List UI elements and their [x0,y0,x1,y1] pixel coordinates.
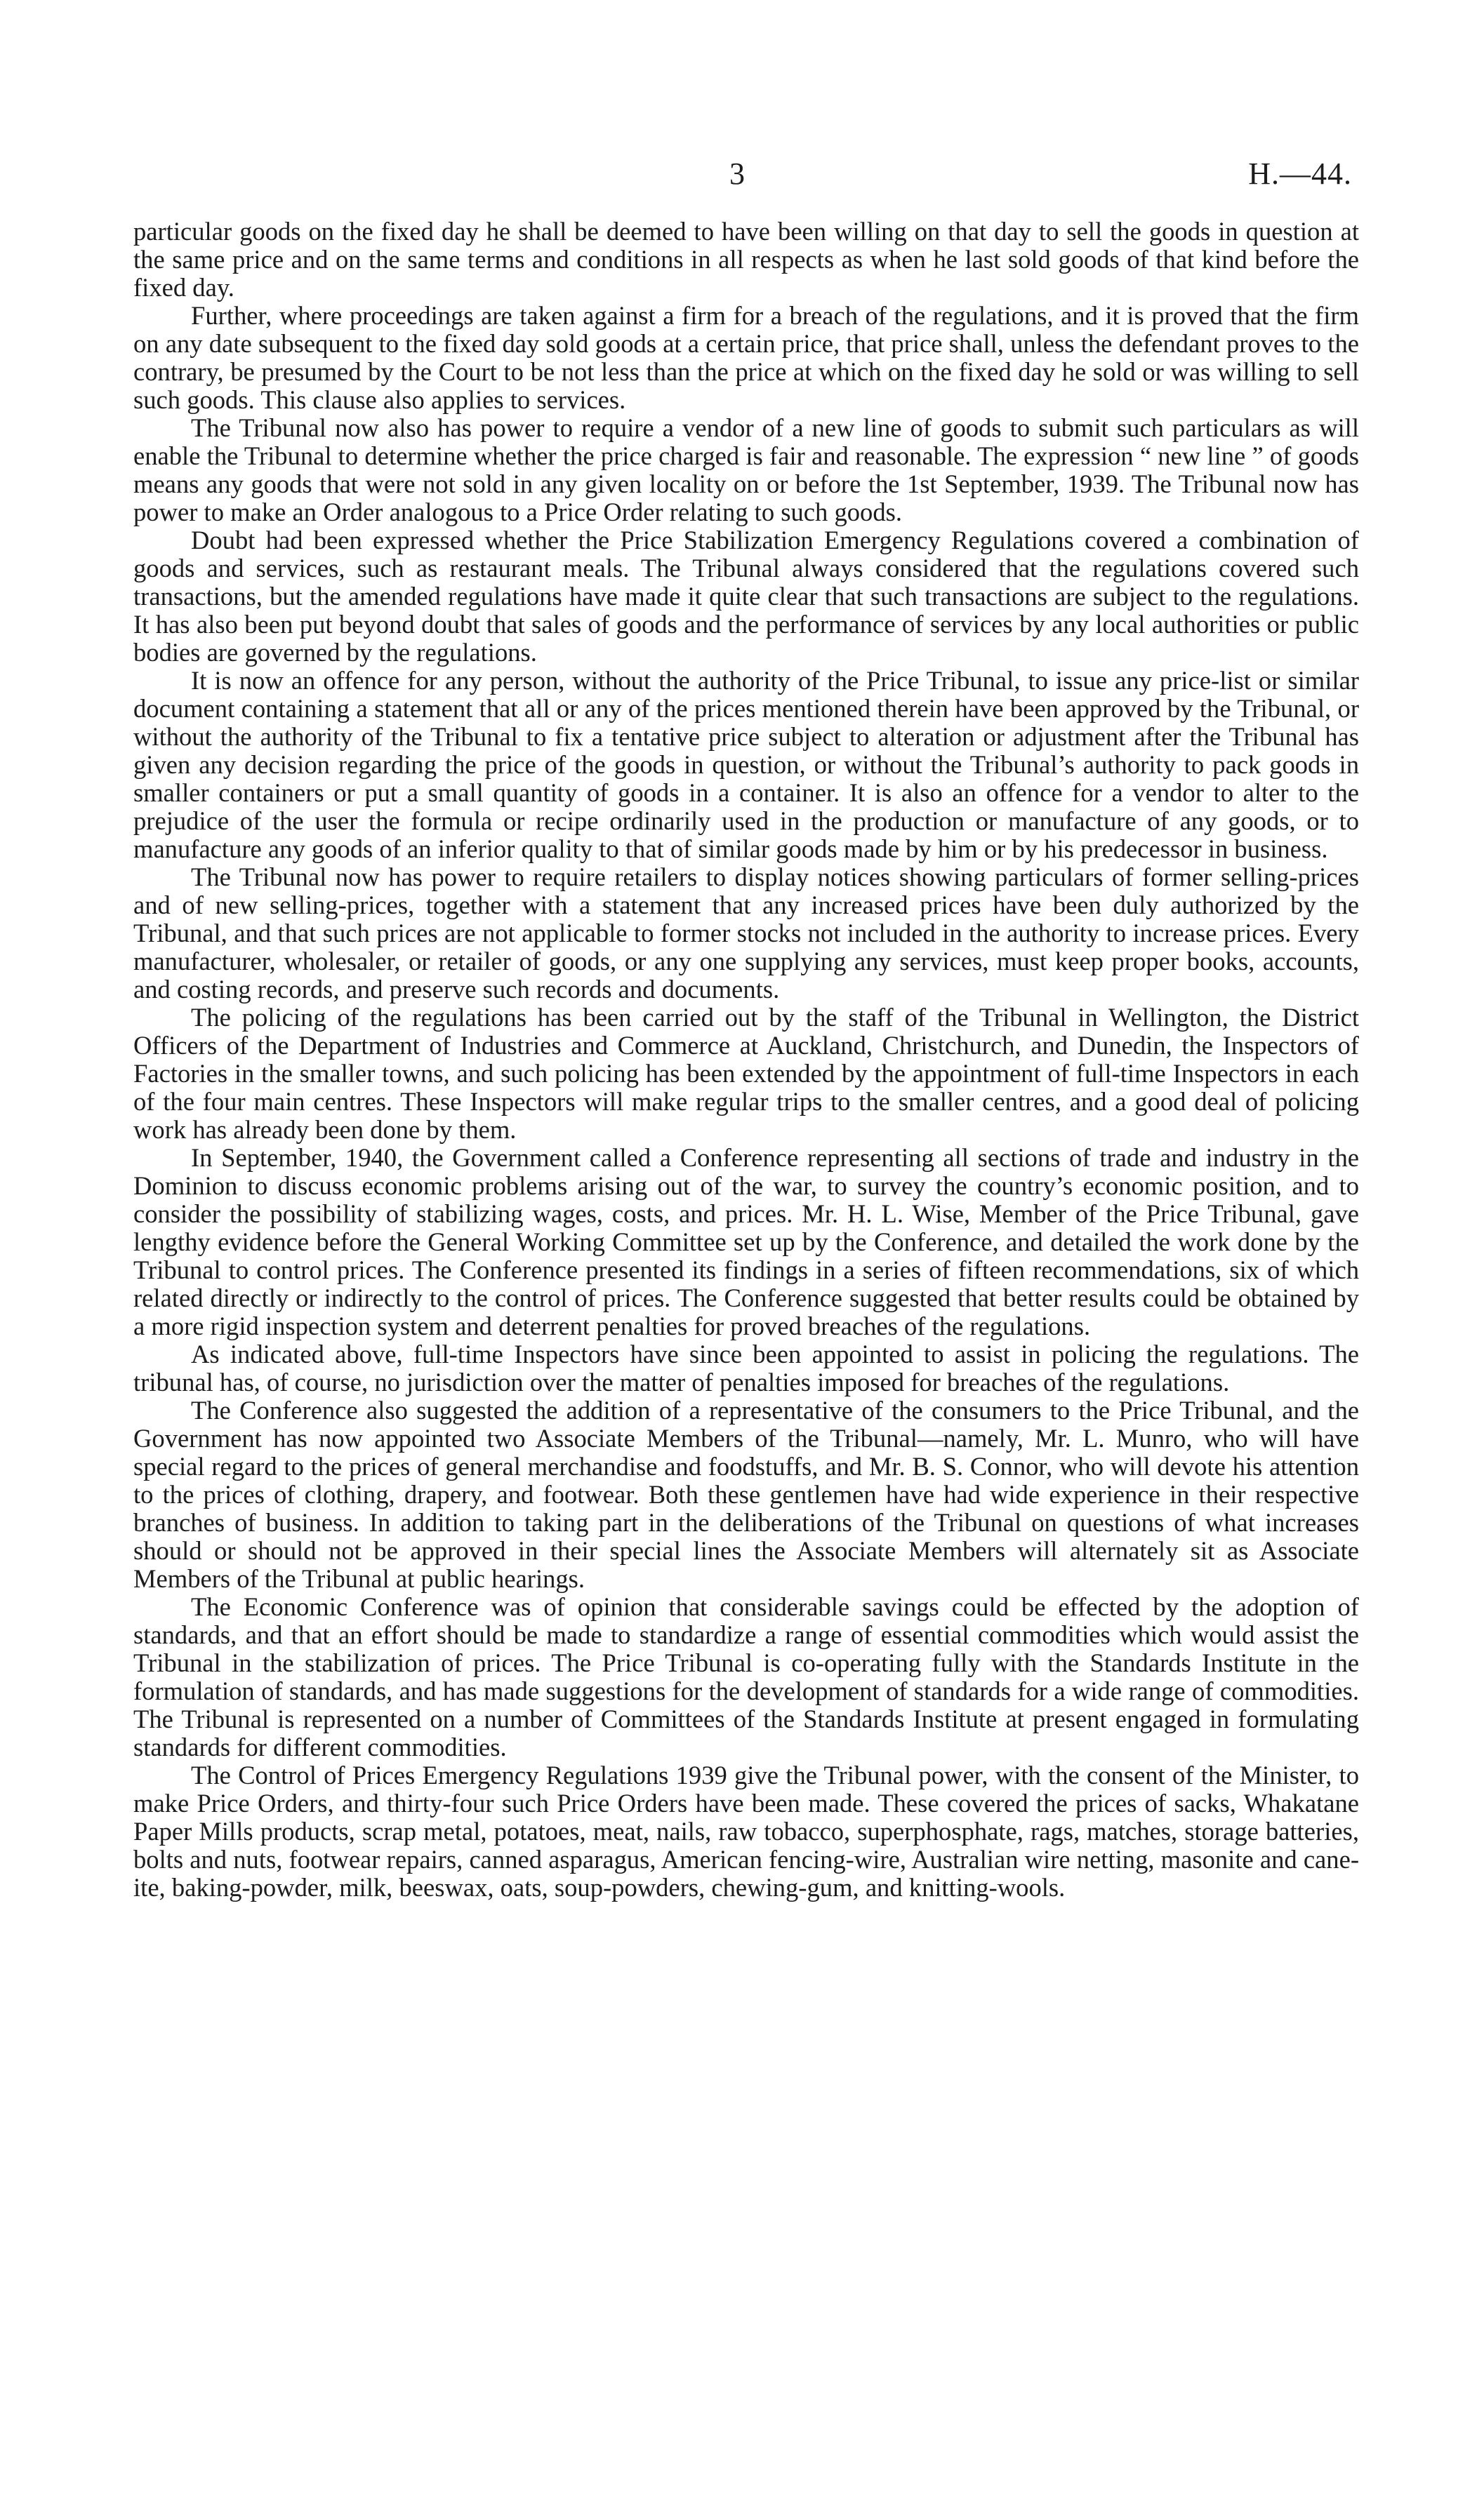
page-number: 3 [729,156,745,191]
document-reference: H.—44. [1248,156,1352,191]
paragraph: Further, where proceedings are taken against a firm for a breach of the regulations, and it is proved that the firm on any date subsequent to the fixed day sold goods at a certain price, that price shall, unless the defendant proves to the contrary, be presumed by the Court to be not less than the price at which on the fixed day he sold or was willing to sell such goods. This clause also applies to services. [133,301,1359,414]
paragraph: It is now an offence for any person, without the authority of the Price Tribunal, to issue any price-list or similar document containing a statement that all or any of the prices mentioned therein have been approved by the Tribunal, or without the authority of the Tribunal to fix a tentative price subject to alteration or adjustment after the Tribunal has given any decision regarding the price of the goods in question, or without the Tribunal’s authority to pack goods in smaller containers or put a small quantity of goods in a container. It is also an offence for a vendor to alter to the prejudice of the user the formula or recipe ordinarily used in the production or manufacture of any goods, or to manufacture any goods of an inferior quality to that of similar goods made by him or by his predecessor in business. [133,666,1359,863]
paragraph: Doubt had been expressed whether the Price Stabilization Emergency Regulations covered a combination of goods and services, such as restaurant meals. The Tribunal always considered that the regulations covered such transactions, but the amended regulations have made it quite clear that such transactions are subject to the regulations. It has also been put beyond doubt that sales of goods and the performance of services by any local authorities or public bodies are governed by the regulations. [133,526,1359,667]
paragraph: particular goods on the fixed day he shall be deemed to have been willing on that day to sell the goods in question at the same price and on the same terms and conditions in all respects as when he last sold goods of that kind before the fixed day. [133,217,1359,302]
paragraph: The Tribunal now has power to require retailers to display notices showing particulars of former selling-prices and of new selling-prices, together with a statement that any increased prices have been duly authorized by the Tribunal, and that such prices are not applicable to former stocks not included in the authority to increase prices. Every manufacturer, wholesaler, or retailer of goods, or any one supplying any services, must keep proper books, accounts, and costing records, and preserve such records and documents. [133,862,1359,1004]
page-header [0,153,1484,209]
paragraph: The policing of the regulations has been carried out by the staff of the Tribunal in Wellington, the District Officers of the Department of Industries and Commerce at Auckland, Christchurch, and Dunedin, the Inspectors of Factories in the smaller towns, and such policing has been extended by the appointment of full-time Inspectors in each of the four main centres. These Inspectors will make regular trips to the smaller centres, and a good deal of policing work has already been done by them. [133,1003,1359,1144]
paragraph: The Control of Prices Emergency Regulations 1939 give the Tribunal power, with the consent of the Minister, to make Price Orders, and thirty-four such Price Orders have been made. These covered the prices of sacks, Whakatane Paper Mills products, scrap metal, potatoes, meat, nails, raw tobacco, superphosphate, rags, matches, storage batteries, bolts and nuts, footwear repairs, canned asparagus, American fencing-wire, Australian wire netting, masonite and cane-ite, baking-powder, milk, beeswax, oats, soup-powders, chewing-gum, and knitting-wools. [133,1761,1359,1902]
paragraph: In September, 1940, the Government called a Conference representing all sections of trade and industry in the Dominion to discuss economic problems arising out of the war, to survey the country’s economic position, and to consider the possibility of stabilizing wages, costs, and prices. Mr. H. L. Wise, Member of the Price Tribunal, gave lengthy evidence before the General Working Committee set up by the Conference, and detailed the work done by the Tribunal to control prices. The Conference presented its findings in a series of fifteen recommendations, six of which related directly or indirectly to the control of prices. The Conference suggested that better results could be obtained by a more rigid inspection system and deterrent penalties for proved breaches of the regulations. [133,1143,1359,1340]
paragraph: The Conference also suggested the addition of a representative of the consumers to the Price Tribunal, and the Government has now appointed two Associate Members of the Tribunal—namely, Mr. L. Munro, who will have special regard to the prices of general merchandise and foodstuffs, and Mr. B. S. Connor, who will devote his attention to the prices of clothing, drapery, and footwear. Both these gentlemen have had wide experience in their respective branches of business. In addition to taking part in the deliberations of the Tribunal on questions of what increases should or should not be approved in their special lines the Associate Members will alternately sit as Associate Members of the Tribunal at public hearings. [133,1396,1359,1593]
body-text [133,218,1359,1902]
paragraph: As indicated above, full-time Inspectors have since been appointed to assist in policing the regulations. The tribunal has, of course, no jurisdiction over the matter of penalties imposed for breaches of the regulations. [133,1340,1359,1396]
paragraph: The Economic Conference was of opinion that considerable savings could be effected by the adoption of standards, and that an effort should be made to standardize a range of essential commodities which would assist the Tribunal in the stabilization of prices. The Price Tribunal is co-operating fully with the Standards Institute in the formulation of standards, and has made suggestions for the development of standards for a wide range of commodities. The Tribunal is represented on a number of Committees of the Standards Institute at present engaged in formulating standards for different commodities. [133,1592,1359,1761]
paragraph: The Tribunal now also has power to require a vendor of a new line of goods to submit such particulars as will enable the Tribunal to determine whether the price charged is fair and reasonable. The expression “ new line ” of goods means any goods that were not sold in any given locality on or before the 1st September, 1939. The Tribunal now has power to make an Order analogous to a Price Order relating to such goods. [133,413,1359,526]
